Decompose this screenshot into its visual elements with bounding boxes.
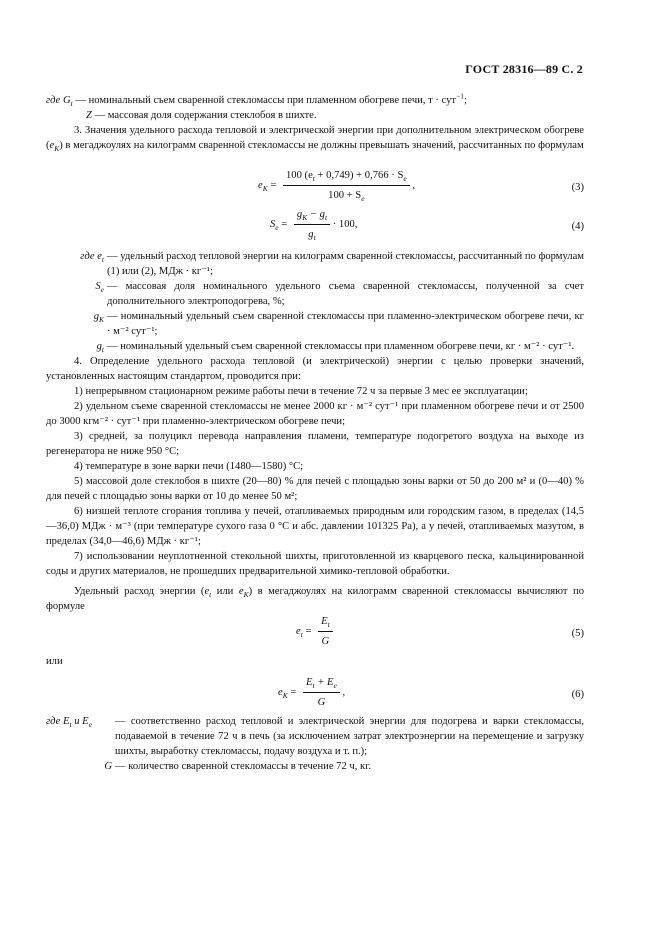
list-item: 7) использовании неуплотненной стекольной шихты, приготовленной из кварцевого песка, кальцинированной соды и других материалов, не прошедших предварительной химико-тепловой обработки. <box>46 551 584 577</box>
para3-ek: e <box>49 140 55 151</box>
definition-row <box>46 249 584 279</box>
f6-lhs-var: e <box>278 687 283 698</box>
list-item: 1) непрерывном стационарном режиме работы печи в течение 72 ч за первые 3 мес ее эксплуатации; <box>74 386 528 397</box>
term-gt: $g_t$ <box>96 341 104 355</box>
para5-ek-sub: K <box>243 590 249 600</box>
definition-gt-text: — номинальный съем сваренной стекломассы при пламенном обогреве печи, т · сут <box>75 95 457 106</box>
formula-5-body <box>296 614 333 649</box>
f3-lhs-sub: K <box>262 184 268 194</box>
para5-ek: e <box>238 586 244 597</box>
f5-denominator <box>318 632 333 649</box>
f5-num-a: E <box>321 616 328 627</box>
formula-6-body <box>278 675 345 710</box>
f6-denominator <box>303 693 340 710</box>
formula-4 <box>46 207 584 247</box>
f3-num-sub2: e <box>403 174 407 184</box>
definition-et-ee-text: — соответственно расход тепловой и электрической энергии для подогрева и варки стекломассы, подаваемой в течение 72 ч в печь (за исключением затрат электроэнергии на перемещение и загрузку шихты, выработку стекломассы, подачу воздуха и т. п.); <box>115 716 584 757</box>
term-gk: $g_K$ <box>93 311 104 325</box>
para5-et: e <box>204 586 210 597</box>
para3-part2: ) в мегаджоулях на килограмм сваренной стекломассы не должны превышать значений, рассчитанных по формулам <box>59 140 584 151</box>
definition-z <box>46 108 584 123</box>
f5-lhs-sub: t <box>300 630 303 640</box>
formula-4-lhs: $S_e$ = <box>270 219 288 233</box>
f6-num-sub2: e <box>333 681 337 691</box>
f4-numerator <box>294 207 330 225</box>
formula-5-number: (5) <box>571 628 584 639</box>
f3-denominator <box>283 186 410 203</box>
definition-z-text: — массовая доля содержания стеклобоя в шихте. <box>94 110 317 121</box>
formula-5-fraction <box>318 614 333 649</box>
formula-4-fraction <box>294 207 330 242</box>
formula-6-fraction <box>303 675 340 710</box>
definition-et-text: — удельный расход тепловой энергии на килограмм сваренной стекломассы, рассчитанный по формулам (1) или (2), МДж · кг⁻¹; <box>107 251 584 277</box>
f4-denominator <box>294 225 330 242</box>
definition-row <box>46 759 584 774</box>
term-et-ee: где $E_t$ и $E_e$ <box>46 716 92 730</box>
definition-gt <box>46 93 584 108</box>
f4-num-b: − g <box>307 209 325 220</box>
para5-et-sub: t <box>209 590 212 600</box>
definition-gk-text: — номинальный удельный съем сваренной стекломассы при пламенно-электрическом обогреве печи, кг · м⁻² сут⁻¹; <box>107 311 584 337</box>
definition-row <box>46 339 584 354</box>
formula-3-lhs: $e_K$ = <box>258 180 277 194</box>
definition-gt2-text: — номинальный удельный съем сваренной стекломассы при пламенном обогреве печи, кг · м⁻² · сут⁻¹. <box>107 341 575 352</box>
paragraph-4-intro: 4. Определение удельного расхода тепловой (и электрической) энергии с целью проверки значений, установленных настоящим стандартом, проводится при: <box>46 356 584 382</box>
definitions-block-1 <box>46 93 584 123</box>
formula-6-lhs: $e_K$ = <box>278 687 297 701</box>
f6-numerator <box>303 675 340 693</box>
f3-den-a: 100 + S <box>328 190 362 201</box>
formula-4-number: (4) <box>571 221 584 232</box>
f4-num-a: g <box>296 209 303 220</box>
formula-6 <box>46 675 584 715</box>
page-header: ГОСТ 28316—89 С. 2 <box>465 62 583 76</box>
term-et: где $e_t$ <box>80 251 104 265</box>
para5-mid: или <box>211 586 239 597</box>
definition-end: ; <box>464 95 467 106</box>
definition-G-text: — количество сваренной стекломассы в течение 72 ч, кг. <box>115 761 371 772</box>
formula-5-lhs: $e_t$ = <box>296 626 312 640</box>
f5-lhs-var: e <box>296 626 301 637</box>
formula-3 <box>46 168 584 208</box>
para5-part1: Удельный расход энергии ( <box>74 586 205 597</box>
unit-sup: −1 <box>456 91 465 101</box>
formula-3-body <box>258 168 415 203</box>
para5-part2: ) в мегаджоулях на килограмм сваренной стекломассы вычисляют по формуле <box>46 586 585 612</box>
f4-lhs-var: S <box>270 219 276 230</box>
term-se: $S_e$ <box>95 281 104 295</box>
para3-part1: 3. Значения удельного расхода тепловой и электрической энергии при дополнительном электрическом обогреве ( <box>46 125 584 151</box>
f3-lhs-var: e <box>258 180 263 191</box>
paragraph-4 <box>46 354 584 579</box>
term-z: Z <box>86 110 92 121</box>
definition-row <box>46 309 584 339</box>
f5-den-a: G <box>321 636 330 647</box>
f4-tail: · 100, <box>332 218 358 230</box>
formula-4-body <box>270 207 357 242</box>
list-item: 2) удельном съеме сваренной стекломассы не менее 2000 кг · м⁻² сут⁻¹ при пламенном обогреве печи и от 2500 до 3000 кгм⁻² · сут⁻¹ при пламенно-электрическом обогреве печи; <box>46 401 584 427</box>
formula-3-fraction <box>283 168 410 203</box>
f3-numerator <box>283 168 410 186</box>
f6-num-b: + E <box>314 677 334 688</box>
f4-den-a: g <box>308 229 314 240</box>
f6-tail: , <box>342 686 346 698</box>
f4-den-sub: t <box>313 233 316 243</box>
paragraph-5 <box>46 584 584 614</box>
or-label: или <box>46 656 63 667</box>
term-g: где G <box>46 95 71 106</box>
f6-num-sub: t <box>312 681 315 691</box>
list-item: 5) массовой доле стеклобоя в шихте (20—80) % для печей с площадью зоны варки от 50 до 200 м² и (0—40) % для печей с площадью зоны варки от 10 до менее 50 м²; <box>46 476 584 502</box>
paragraph-5-text <box>46 584 584 614</box>
definition-se-text: — массовая доля номинального удельного съема сваренной стекломассы, полученной за счет дополнительного электроподогрева, %; <box>107 281 584 307</box>
f4-num-sub: K <box>302 213 308 223</box>
definitions-block-3 <box>46 714 584 774</box>
f5-num-sub: t <box>327 620 330 630</box>
f6-lhs-sub: K <box>282 691 288 701</box>
f6-den-a: G <box>317 697 326 708</box>
definition-row <box>46 714 584 759</box>
definition-row <box>46 279 584 309</box>
f5-numerator <box>318 614 333 632</box>
para3-ek-sub: K <box>54 144 60 154</box>
f3-num-sub: t <box>312 174 315 184</box>
f3-num-a: 100 (e <box>286 170 313 181</box>
f4-lhs-sub: e <box>275 223 279 233</box>
f4-num-sub2: t <box>324 213 328 223</box>
list-item: 4) температуре в зоне варки печи (1480—1580) °С; <box>74 461 304 472</box>
formula-5 <box>46 614 584 654</box>
list-item: 3) средней, за полуцикл перевода направления пламени, температуре подогретого воздуха на выходе из регенератора не ниже 950 °С; <box>46 431 584 457</box>
paragraph-3 <box>46 123 584 153</box>
term-G: G <box>104 761 112 772</box>
f3-tail: , <box>412 179 415 191</box>
f3-num-b: + 0,749) + 0,766 · S <box>314 170 404 181</box>
f6-num-a: E <box>306 677 313 688</box>
f3-den-sub: e <box>361 194 365 204</box>
term-g-sub: t <box>70 99 73 109</box>
list-item: 6) низшей теплоте сгорания топлива у печей, отапливаемых природным или городским газом, в пределах (14,5—36,0) МДж · м⁻³ (при температуре сухого газа 0 °С и абс. давлении 101325 Ра), а у печей, отапливаемых мазутом, в пределах (34,0—46,6) МДж · кг⁻¹; <box>46 506 584 547</box>
formula-3-number: (3) <box>571 182 584 193</box>
definitions-block-2 <box>46 249 584 354</box>
formula-6-number: (6) <box>571 689 584 700</box>
paragraph-3-text <box>46 123 584 153</box>
